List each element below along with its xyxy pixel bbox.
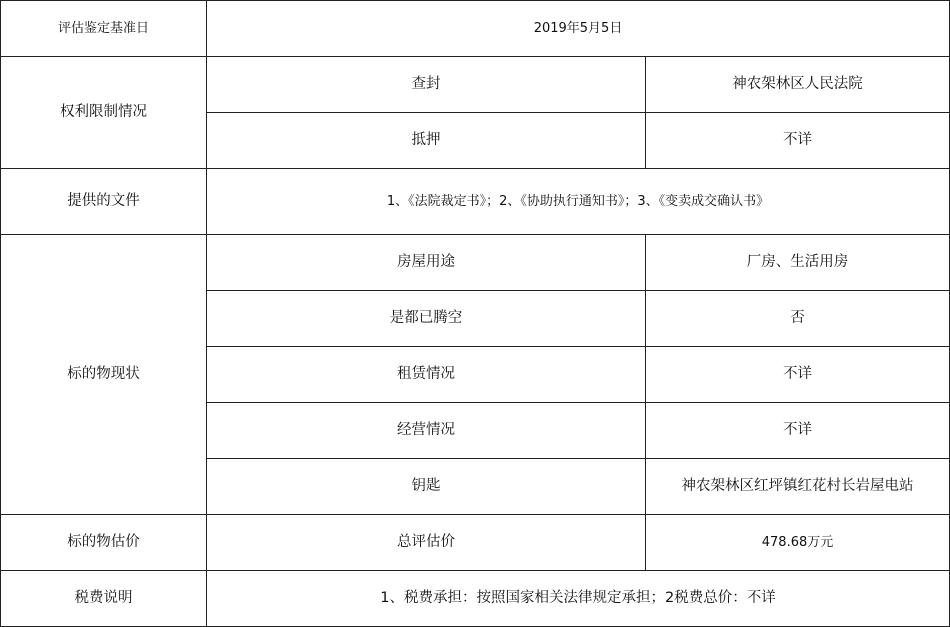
table-row-valuation — [1, 515, 950, 571]
tax-value: 1、税费承担：按照国家相关法律规定承担；2税费总价：不详 — [207, 571, 950, 627]
base-date-label: 评估鉴定基准日 — [1, 1, 207, 57]
documents-label: 提供的文件 — [1, 169, 207, 235]
status-value-lease: 不详 — [646, 347, 950, 403]
rights-restriction-label: 权利限制情况 — [1, 57, 207, 169]
rights-item-seizure: 查封 — [207, 57, 646, 113]
property-status-label: 标的物现状 — [1, 235, 207, 515]
valuation-label: 标的物估价 — [1, 515, 207, 571]
status-item-vacated: 是都已腾空 — [207, 291, 646, 347]
status-item-lease: 租赁情况 — [207, 347, 646, 403]
rights-item-mortgage: 抵押 — [207, 113, 646, 169]
rights-value-mortgage: 不详 — [646, 113, 950, 169]
valuation-item: 总评估价 — [207, 515, 646, 571]
status-item-usage: 房屋用途 — [207, 235, 646, 291]
status-item-key: 钥匙 — [207, 459, 646, 515]
valuation-value: 478.68万元 — [646, 515, 950, 571]
table-row-status-usage — [1, 235, 950, 291]
status-value-vacated: 否 — [646, 291, 950, 347]
base-date-value: 2019年5月5日 — [207, 1, 950, 57]
status-value-usage: 厂房、生活用房 — [646, 235, 950, 291]
tax-label: 税费说明 — [1, 571, 207, 627]
table-row-tax — [1, 571, 950, 627]
status-value-key: 神农架林区红坪镇红花村长岩屋电站 — [646, 459, 950, 515]
table-row-rights-seizure — [1, 57, 950, 113]
table-row-documents — [1, 169, 950, 235]
documents-value: 1、《法院裁定书》；2、《协助执行通知书》；3、《变卖成交确认书》 — [207, 169, 950, 235]
status-value-operation: 不详 — [646, 403, 950, 459]
table-row-base-date — [1, 1, 950, 57]
status-item-operation: 经营情况 — [207, 403, 646, 459]
rights-value-seizure: 神农架林区人民法院 — [646, 57, 950, 113]
